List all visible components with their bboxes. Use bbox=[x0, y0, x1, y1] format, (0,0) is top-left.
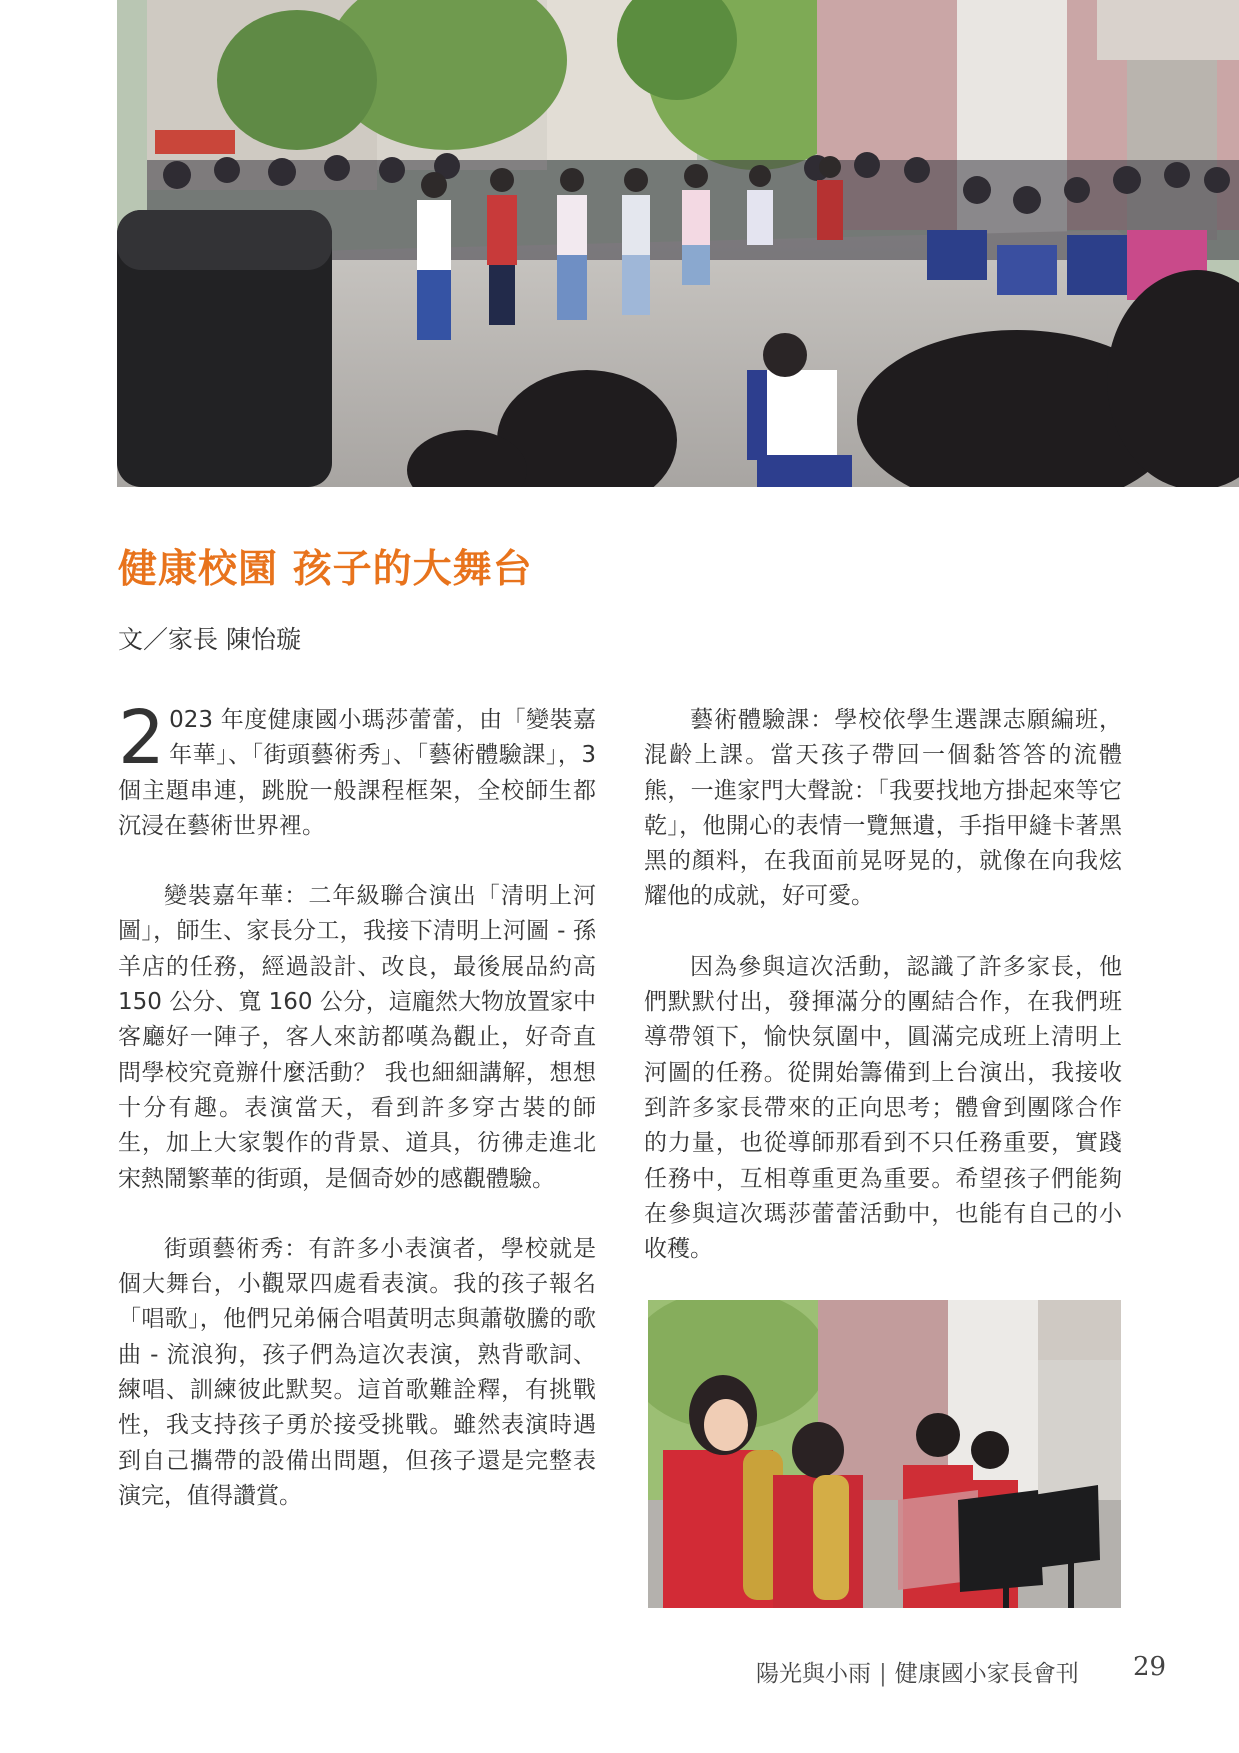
publication-name: 陽光與小雨 bbox=[756, 1661, 871, 1687]
footer-separator: | bbox=[879, 1661, 887, 1687]
costume-carnival-paragraph: 變裝嘉年華：二年級聯合演出「清明上河圖」，師生、家長分工，我接下清明上河圖 - 孫羊店的任務，經過設計、改良，最後展品約高 150 公分、寬 160 公分，這龐然大物放置家中客廳好一陣子，客人來訪都嘆為觀止，好奇直問學校究竟辦什麼活動？ 我也細細講解，想想十分有趣。表演當天，看到許多穿古裝的師生，加上大家製作的背景、道具，彷彿走進北宋熱鬧繁華的街頭，是個奇妙的感觀體驗。 bbox=[118, 883, 596, 1192]
saxophone-performance-photo bbox=[648, 1300, 1121, 1608]
street-art-show-paragraph: 街頭藝術秀：有許多小表演者，學校就是個大舞台，小觀眾四處看表演。我的孩子報名「唱歌」，他們兄弟倆合唱黃明志與蕭敬騰的歌曲 - 流浪狗，孩子們為這次表演，熟背歌詞、練唱、訓練彼此默契。這首歌難詮釋，有挑戰性，我支持孩子勇於接受挑戰。雖然表演時遇到自己攜帶的設備出問題，但孩子還是完整表演完，值得讚賞。 bbox=[118, 1235, 596, 1509]
drop-cap: 2 bbox=[118, 695, 166, 781]
art-experience-paragraph: 藝術體驗課：學校依學生選課志願編班，混齡上課。當天孩子帶回一個黏答答的流體熊，一進家門大聲說：「我要找地方掛起來等它乾」，他開心的表情一覽無遺，手指甲縫卡著黑黑的顏料，在我面前晃呀晃的，就像在向我炫耀他的成就，好可愛。 bbox=[644, 707, 1122, 910]
article-title: 健康校園 孩子的大舞台 bbox=[118, 547, 533, 592]
intro-text: 023 年度健康國小瑪莎蕾蕾，由「變裝嘉年華」、「街頭藝術秀」、「藝術體驗課」，3 個主題串連，跳脫一般課程框架，全校師生都沉浸在藝術世界裡。 bbox=[118, 707, 596, 839]
intro-paragraph bbox=[118, 695, 596, 844]
right-text-column bbox=[644, 703, 1122, 1302]
publication-subtitle: 健康國小家長會刊 bbox=[894, 1661, 1079, 1687]
article-byline: 文／家長 陳怡璇 bbox=[118, 625, 301, 654]
conclusion-paragraph: 因為參與這次活動，認識了許多家長，他們默默付出，發揮滿分的團結合作，在我們班導帶領下，愉快氛圍中，圓滿完成班上清明上河圖的任務。從開始籌備到上台演出，我接收到許多家長帶來的正向思考；體會到團隊合作的力量，也從導師那看到不只任務重要，實踐任務中，互相尊重更為重要。希望孩子們能夠在參與這次瑪莎蕾蕾活動中，也能有自己的小收穫。 bbox=[644, 953, 1122, 1263]
left-text-column bbox=[118, 695, 596, 1549]
page-footer bbox=[756, 1655, 1079, 1688]
page-number: 29 bbox=[1133, 1652, 1167, 1682]
dance-performance-photo bbox=[117, 0, 1239, 487]
